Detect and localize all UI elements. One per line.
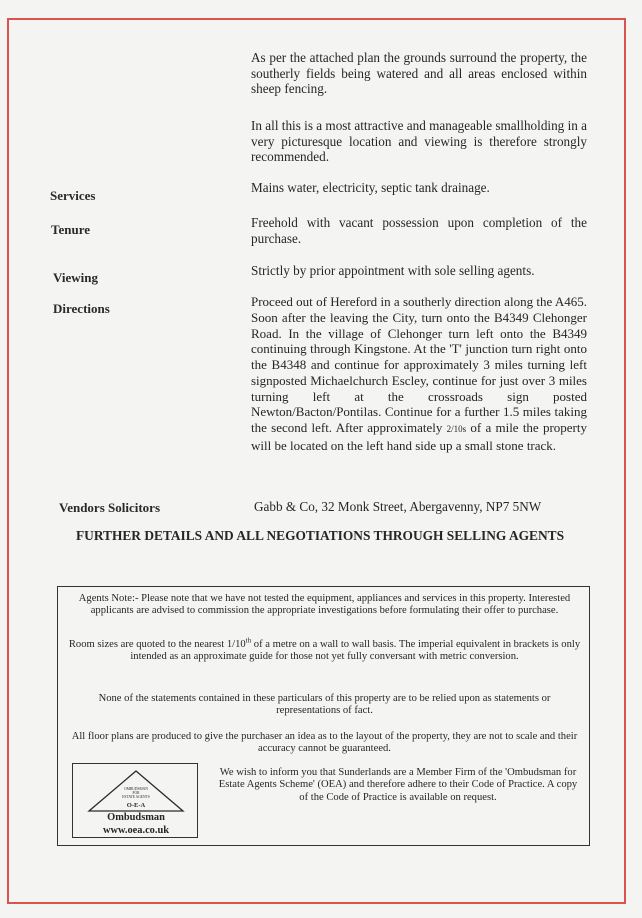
ombudsman-url: www.oea.co.uk	[102, 825, 170, 836]
grounds-paragraph: As per the attached plan the grounds surround the property, the southerly fields being watered and all areas enclosed within sheep fencing.	[251, 50, 587, 97]
oea-triangle-logo	[87, 769, 185, 813]
viewing-label: Viewing	[53, 270, 99, 285]
directions-value	[251, 294, 587, 454]
agents-note: Agents Note:- Please note that we have not tested the equipment, appliances and services in this property. Interested applicants are advised to commission the appropriate investigations before formulating their offer to purchase.	[78, 593, 571, 617]
solicitors-value: Gabb & Co, 32 Monk Street, Abergavenny, NP7 5NW	[254, 499, 542, 514]
oea-logo-line2: FOR	[132, 791, 140, 795]
summary-paragraph: In all this is a most attractive and manageable smallholding in a very picturesque location and viewing is therefore strongly recommended.	[251, 118, 587, 165]
room-sizes-note	[66, 636, 583, 664]
directions-text-after: of a mile the property will be located on the left hand side up a small stone track.	[251, 420, 587, 453]
services-label: Services	[50, 188, 96, 203]
directions-fraction: 2/10s	[446, 424, 467, 434]
agents-notes-box	[57, 586, 590, 846]
statements-note: None of the statements contained in these particulars of this property are to be relied upon as statements or representations of fact.	[98, 693, 551, 717]
tenure-value: Freehold with vacant possession upon completion of the purchase.	[251, 215, 587, 246]
viewing-value: Strictly by prior appointment with sole selling agents.	[251, 263, 535, 278]
oea-logo-abbr: O-E-A	[126, 802, 146, 809]
room-sizes-sup: th	[245, 636, 252, 645]
ombudsman-name: Ombudsman	[107, 812, 165, 823]
member-firm-note: We wish to inform you that Sunderlands are a Member Firm of the 'Ombudsman for Estate Agents Scheme' (OEA) and therefore adhere to their Code of Practice. A copy of the Code of Practice is available on request.	[218, 767, 578, 803]
solicitors-label: Vendors Solicitors	[59, 500, 160, 515]
floor-plans-note: All floor plans are produced to give the purchaser an idea as to the layout of the property, they are not to scale and their accuracy cannot be guaranteed.	[71, 731, 578, 755]
ombudsman-logo-box	[72, 763, 198, 838]
tenure-label: Tenure	[51, 222, 91, 237]
directions-label: Directions	[53, 301, 110, 316]
room-sizes-text-after: of a metre on a wall to wall basis. The imperial equivalent in brackets is only intended as an approximate guide for those not yet fully conversant with metric conversion.	[130, 639, 581, 663]
services-value: Mains water, electricity, septic tank drainage.	[251, 180, 490, 195]
room-sizes-text: Room sizes are quoted to the nearest 1/10	[68, 639, 246, 650]
directions-text-before: Proceed out of Hereford in a southerly direction along the A465. Soon after the leaving the City, turn onto the B4349 Clehonger Road. In the village of Clehonger turn left onto the B4349 continuing through Kingstone. At the 'T' junction turn right onto the B4348 and continue for approximately 3 miles turning left signposted Michaelchurch Escley, continue for just over 3 miles turning left at the crossroads sign posted Newton/Bacton/Pontilas. Continue for a further 1.5 miles taking the second left. After approximately	[251, 294, 587, 435]
negotiations-heading: FURTHER DETAILS AND ALL NEGOTIATIONS THROUGH SELLING AGENTS	[75, 528, 565, 543]
oea-logo-line3: ESTATE AGENTS	[122, 795, 150, 799]
oea-logo-line1: OMBUDSMAN	[124, 787, 148, 791]
